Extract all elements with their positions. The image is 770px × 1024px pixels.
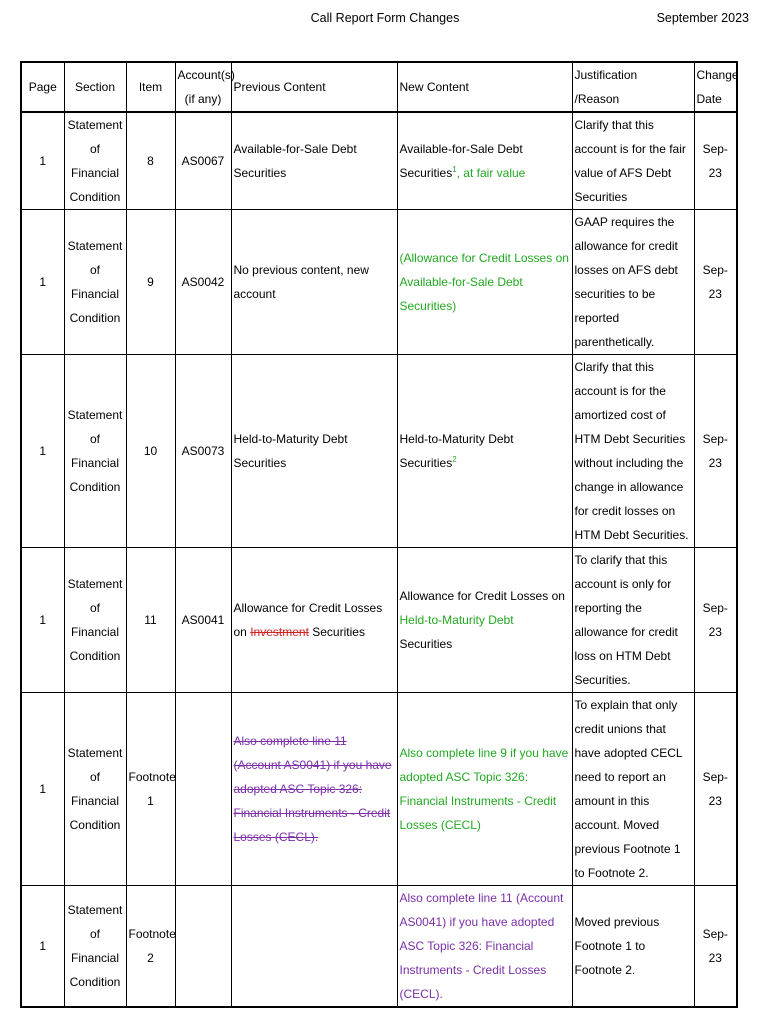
cell-item: Footnote 2 <box>126 886 175 1008</box>
cell-change-date: Sep-23 <box>694 210 737 355</box>
col-header-new: New Content <box>397 62 572 112</box>
col-header-previous: Previous Content <box>231 62 397 112</box>
cell-item: 8 <box>126 112 175 210</box>
new-text-added: Also complete line 9 if you have adopted ASC Topic 326: Financial Instruments - Credit Losses (CECL) <box>399 746 569 832</box>
cell-justification: GAAP requires the allowance for credit losses on AFS debt securities to be reported parenthetically. <box>572 210 694 355</box>
table-row <box>21 886 737 1008</box>
new-text: Allowance for Credit Losses on <box>399 589 565 603</box>
col-header-accounts <box>175 62 235 112</box>
cell-account: AS0041 <box>175 548 231 693</box>
previous-text-suffix: Securities <box>312 625 365 639</box>
previous-text-removed: Investment <box>250 625 309 639</box>
new-text-added: Held-to-Maturity Debt <box>399 613 514 627</box>
cell-page: 1 <box>21 112 64 210</box>
col-header-justification-line2: /Reason <box>574 92 620 106</box>
table-row <box>21 693 737 886</box>
cell-justification: Clarify that this account is for the amortized cost of HTM Debt Securities without including the change in allowance for credit losses on HTM Debt Securities. <box>572 355 694 548</box>
col-header-page: Page <box>21 62 64 112</box>
cell-change-date: Sep-23 <box>694 112 737 210</box>
cell-previous <box>231 693 397 886</box>
cell-item: 11 <box>126 548 175 693</box>
table-header-row <box>21 62 737 112</box>
cell-previous: No previous content, new account <box>231 210 397 355</box>
cell-previous <box>231 548 397 693</box>
cell-previous: Held-to-Maturity Debt Securities <box>231 355 397 548</box>
cell-account: AS0073 <box>175 355 231 548</box>
col-header-change-line1: Change <box>696 68 739 82</box>
cell-new <box>397 112 572 210</box>
new-text-added: , at fair value <box>456 166 526 180</box>
footnote-ref: 2 <box>452 455 457 464</box>
new-text-suffix: Securities <box>399 637 453 651</box>
previous-text-removed: Also complete line 11 (Account AS0041) if you have adopted ASC Topic 326: Financial Instruments - Credit Losses (CECL). <box>233 734 392 844</box>
col-header-accounts-line2: (if any) <box>184 92 222 106</box>
cell-page: 1 <box>21 548 64 693</box>
previous-text: Allowance for Credit Losses on <box>233 601 383 639</box>
cell-page: 1 <box>21 355 64 548</box>
new-text: Available-for-Sale Debt Securities <box>399 142 523 180</box>
cell-section: Statement of Financial Condition <box>64 112 126 210</box>
cell-change-date: Sep-23 <box>694 548 737 693</box>
cell-section: Statement of Financial Condition <box>64 693 126 886</box>
col-header-accounts-line1: Account(s) <box>177 68 235 82</box>
cell-account <box>175 886 231 1008</box>
table-row <box>21 112 737 210</box>
table-row <box>21 210 737 355</box>
report-date: September 2023 <box>656 11 749 25</box>
cell-new <box>397 693 572 886</box>
col-header-justification <box>572 62 694 112</box>
cell-section: Statement of Financial Condition <box>64 210 126 355</box>
col-header-section: Section <box>64 62 126 112</box>
cell-new <box>397 548 572 693</box>
changes-table <box>20 61 738 1008</box>
cell-new <box>397 355 572 548</box>
cell-previous: Available-for-Sale Debt Securities <box>231 112 397 210</box>
cell-section: Statement of Financial Condition <box>64 886 126 1008</box>
cell-change-date: Sep-23 <box>694 355 737 548</box>
table-row <box>21 548 737 693</box>
cell-page: 1 <box>21 210 64 355</box>
cell-justification: To explain that only credit unions that have adopted CECL need to report an amount in this account. Moved previous Footnote 1 to Footnote 2. <box>572 693 694 886</box>
footnote-ref: 1 <box>452 165 457 174</box>
report-title: Call Report Form Changes <box>310 11 460 25</box>
cell-justification: Clarify that this account is for the fair value of AFS Debt Securities <box>572 112 694 210</box>
col-header-justification-line1: Justification <box>574 68 638 82</box>
cell-section: Statement of Financial Condition <box>64 548 126 693</box>
table-row <box>21 355 737 548</box>
cell-page: 1 <box>21 886 64 1008</box>
cell-new <box>397 886 572 1008</box>
cell-change-date: Sep-23 <box>694 693 737 886</box>
cell-item: Footnote 1 <box>126 693 175 886</box>
col-header-change-date <box>694 62 737 112</box>
cell-account: AS0067 <box>175 112 231 210</box>
col-header-item: Item <box>126 62 175 112</box>
cell-account <box>175 693 231 886</box>
cell-page: 1 <box>21 693 64 886</box>
cell-justification: To clarify that this account is only for reporting the allowance for credit loss on HTM Debt Securities. <box>572 548 694 693</box>
cell-account: AS0042 <box>175 210 231 355</box>
cell-section: Statement of Financial Condition <box>64 355 126 548</box>
cell-previous <box>231 886 397 1008</box>
new-text-added: (Allowance for Credit Losses on Available-for-Sale Debt Securities) <box>399 251 569 313</box>
new-text: Held-to-Maturity Debt Securities <box>399 432 514 470</box>
cell-item: 9 <box>126 210 175 355</box>
new-text-moved: Also complete line 11 (Account AS0041) if you have adopted ASC Topic 326: Financial Instruments - Credit Losses (CECL). <box>399 891 564 1001</box>
col-header-change-line2: Date <box>696 92 722 106</box>
cell-new <box>397 210 572 355</box>
cell-justification: Moved previous Footnote 1 to Footnote 2. <box>572 886 694 1008</box>
cell-change-date: Sep-23 <box>694 886 737 1008</box>
cell-item: 10 <box>126 355 175 548</box>
